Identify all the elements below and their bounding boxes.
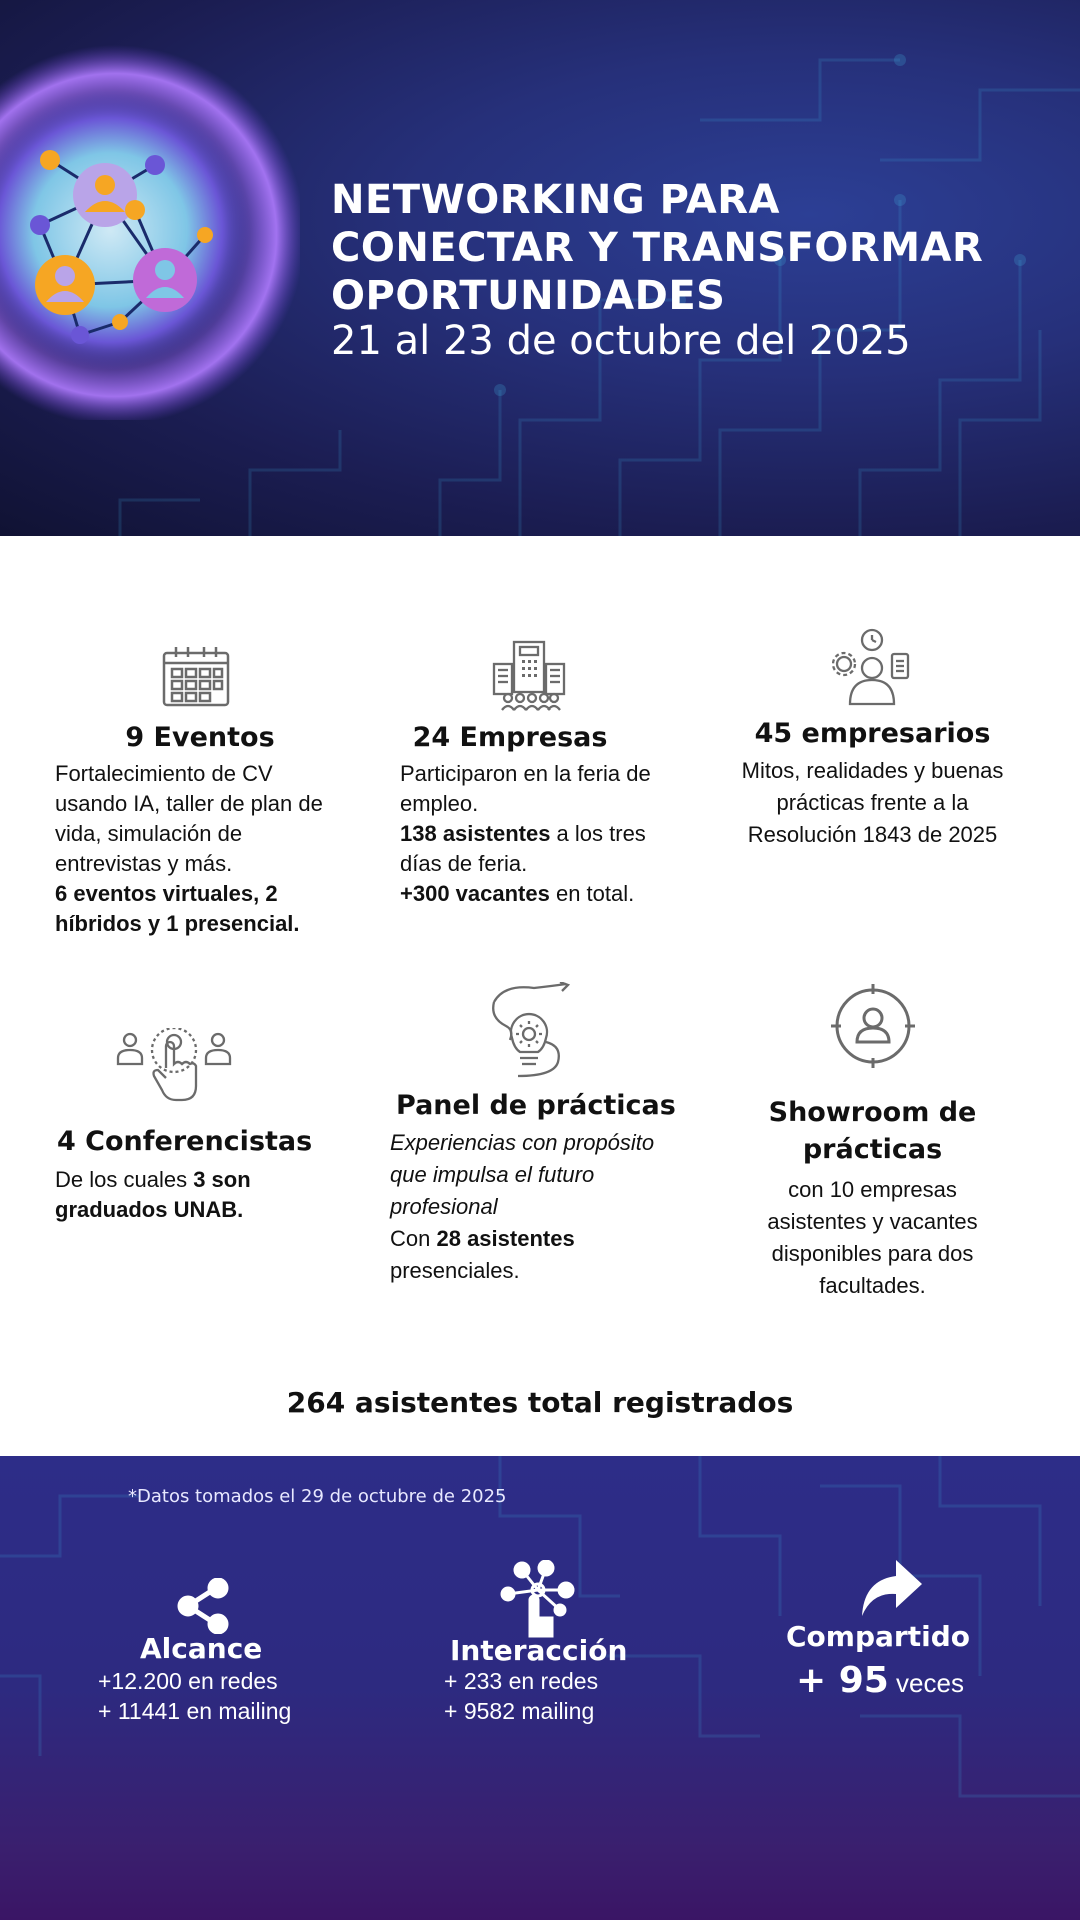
empresas-text2: a los tres días de feria. bbox=[400, 821, 646, 876]
event-date: 21 al 23 de octubre del 2025 bbox=[331, 318, 911, 364]
stat-panel bbox=[390, 1090, 680, 1287]
stat-showroom bbox=[740, 1094, 1005, 1302]
businessperson-icon bbox=[832, 628, 912, 706]
eventos-title: 9 Eventos bbox=[125, 722, 275, 753]
data-note: *Datos tomados el 29 de octubre de 2025 bbox=[128, 1486, 507, 1507]
alcance-line-1: +12.200 en redes bbox=[98, 1668, 278, 1694]
building-icon bbox=[492, 640, 566, 712]
compartido-count bbox=[796, 1660, 964, 1701]
title-line-1: NETWORKING PARA bbox=[331, 177, 780, 223]
empresas-title: 24 Empresas bbox=[412, 722, 608, 753]
empresas-text: Participaron en la feria de empleo. bbox=[400, 761, 651, 816]
showroom-title: Showroom de prácticas bbox=[768, 1097, 977, 1165]
interaccion-line-2: + 9582 mailing bbox=[444, 1698, 595, 1724]
interaccion-line-1: + 233 en redes bbox=[444, 1668, 599, 1694]
panel-italic: Experiencias con propósito que impulsa el futuro profesional bbox=[390, 1130, 655, 1219]
compartido-title: Compartido bbox=[786, 1620, 970, 1653]
conferencistas-bold: 3 son graduados UNAB. bbox=[55, 1167, 251, 1222]
conferencistas-text: De los cuales bbox=[55, 1167, 194, 1192]
eventos-bold: 6 eventos virtuales, 2 híbridos y 1 presencial. bbox=[55, 881, 300, 936]
empresarios-title: 45 empresarios bbox=[754, 718, 991, 749]
empresarios-text: Mitos, realidades y buenas prácticas frente a la Resolución 1843 de 2025 bbox=[741, 758, 1004, 847]
share-icon bbox=[176, 1578, 230, 1634]
stat-empresarios bbox=[740, 718, 1005, 851]
conferencistas-title: 4 Conferencistas bbox=[57, 1126, 313, 1157]
empresas-bold1: 138 asistentes bbox=[400, 821, 551, 846]
eventos-text: Fortalecimiento de CV usando IA, taller de plan de vida, simulación de entrevistas y más. bbox=[55, 761, 323, 876]
title-line-2: CONECTAR Y TRANSFORMAR bbox=[331, 225, 984, 271]
stat-eventos bbox=[55, 722, 345, 939]
panel-bold: 28 asistentes bbox=[436, 1226, 575, 1251]
hero-banner bbox=[0, 0, 1080, 536]
stat-empresas bbox=[400, 722, 660, 909]
target-person-icon bbox=[829, 982, 917, 1070]
footer-metrics bbox=[0, 1456, 1080, 1920]
lightbulb-gear-icon bbox=[490, 982, 572, 1078]
compartido-suffix: veces bbox=[888, 1668, 964, 1698]
empresas-text3: en total. bbox=[549, 881, 635, 906]
share-arrow-icon bbox=[860, 1560, 922, 1616]
title-line-3: OPORTUNIDADES bbox=[331, 273, 726, 319]
alcance-title: Alcance bbox=[140, 1632, 263, 1665]
showroom-text: con 10 empresas asistentes y vacantes disponibles para dos facultades. bbox=[767, 1177, 978, 1298]
calendar-icon bbox=[160, 645, 232, 709]
stat-conferencistas bbox=[55, 1126, 345, 1225]
panel-text2: presenciales. bbox=[390, 1258, 520, 1283]
compartido-value: + 95 bbox=[796, 1660, 889, 1701]
panel-title: Panel de prácticas bbox=[396, 1090, 676, 1121]
total-registered: 264 asistentes total registrados bbox=[286, 1386, 794, 1419]
alcance-line-2: + 11441 en mailing bbox=[98, 1698, 292, 1724]
event-title bbox=[331, 176, 983, 320]
panel-text: Con bbox=[390, 1226, 437, 1251]
selection-people-icon bbox=[116, 1028, 232, 1114]
empresas-bold2: +300 vacantes bbox=[400, 881, 550, 906]
interaccion-title: Interacción bbox=[450, 1634, 628, 1667]
network-orb-illustration bbox=[0, 40, 300, 420]
interaction-touch-icon bbox=[500, 1560, 578, 1640]
